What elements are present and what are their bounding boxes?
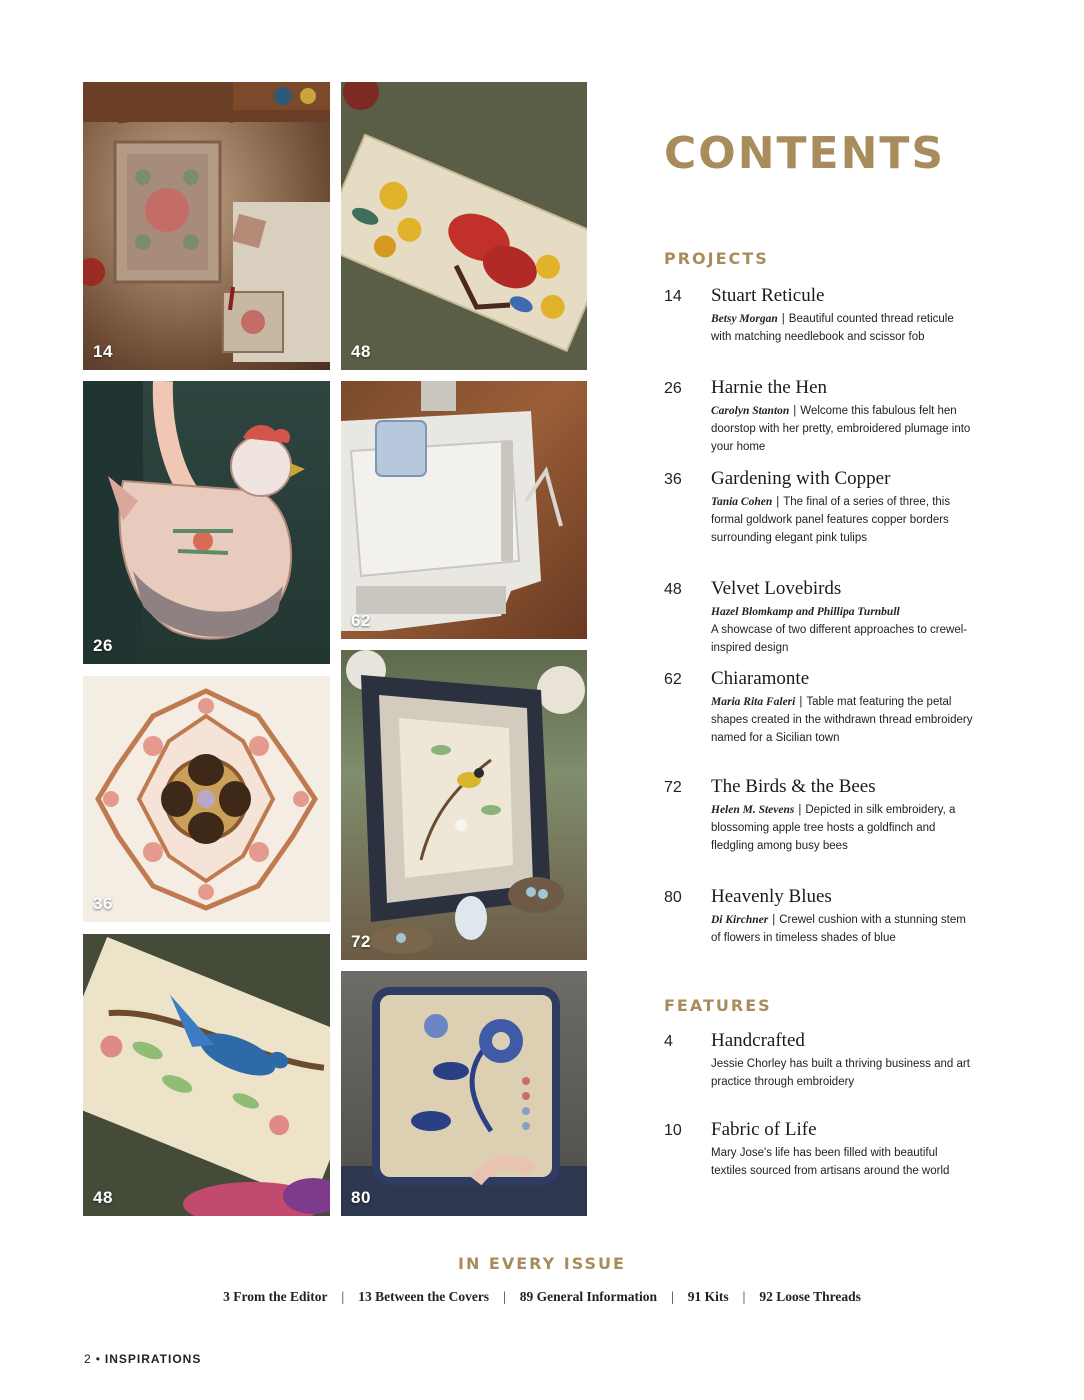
entry-page-number: 62 bbox=[664, 671, 682, 688]
entry-title[interactable]: Gardening with Copper bbox=[711, 468, 891, 489]
entry-page-number: 4 bbox=[664, 1033, 673, 1050]
entry-page-number: 72 bbox=[664, 779, 682, 796]
project-entry[interactable] bbox=[664, 668, 994, 747]
framed-goldfinch-illustration bbox=[341, 650, 587, 960]
entry-summary: Welcome this fabulous felt hen doorstop with her pretty, embroidered plumage into your home bbox=[711, 405, 971, 453]
project-entry[interactable] bbox=[664, 578, 994, 657]
in-every-issue-heading: IN EVERY ISSUE bbox=[458, 1254, 626, 1273]
photo-heavenly-blues[interactable] bbox=[341, 971, 587, 1216]
folio-page-number: 2 bbox=[84, 1352, 92, 1366]
photo-page-number: 72 bbox=[351, 932, 371, 951]
entry-description: Helen M. Stevens | Depicted in silk embroidery, a blossoming apple tree hosts a goldfinch and fledgling among busy bees bbox=[711, 804, 956, 852]
folio-separator: • bbox=[95, 1352, 101, 1366]
entry-page-number: 36 bbox=[664, 471, 682, 488]
table-mat-illustration bbox=[341, 381, 587, 639]
entry-title[interactable]: Handcrafted bbox=[711, 1030, 805, 1051]
issue-link-between-covers[interactable]: 13 Between the Covers bbox=[358, 1289, 490, 1304]
project-entry[interactable] bbox=[664, 377, 994, 456]
photo-page-number: 48 bbox=[93, 1188, 113, 1207]
issue-link-kits[interactable]: 91 Kits bbox=[687, 1289, 729, 1304]
feature-entry[interactable] bbox=[664, 1119, 994, 1180]
feature-entry[interactable] bbox=[664, 1030, 994, 1091]
photo-chiaramonte[interactable] bbox=[341, 381, 587, 639]
entry-author: Maria Rita Faleri bbox=[711, 696, 796, 708]
entry-title[interactable]: The Birds & the Bees bbox=[711, 776, 876, 797]
entry-summary: A showcase of two different approaches to crewel-inspired design bbox=[711, 624, 968, 654]
entry-description: Tania Cohen | The final of a series of three, this formal goldwork panel features copper borders surrounding elegant pink tulips bbox=[711, 496, 951, 544]
entry-summary: Mary Jose's life has been filled with beautiful textiles sourced from artisans around the world bbox=[711, 1147, 950, 1177]
entry-title[interactable]: Harnie the Hen bbox=[711, 377, 828, 398]
project-entry[interactable] bbox=[664, 886, 994, 947]
entry-page-number: 14 bbox=[664, 288, 682, 305]
entry-description: Di Kirchner | Crewel cushion with a stunning stem of flowers in timeless shades of blue bbox=[711, 914, 966, 944]
entry-title[interactable]: Fabric of Life bbox=[711, 1119, 817, 1140]
photo-stuart-reticule[interactable] bbox=[83, 82, 330, 370]
entry-title[interactable]: Heavenly Blues bbox=[711, 886, 832, 907]
magazine-name: INSPIRATIONS bbox=[104, 1352, 202, 1366]
entry-title[interactable]: Chiaramonte bbox=[711, 668, 810, 689]
lovebirds-illustration bbox=[341, 82, 587, 370]
blue-cushion-illustration bbox=[341, 971, 587, 1216]
photo-harnie-the-hen[interactable] bbox=[83, 381, 330, 664]
issue-link-general-information[interactable]: 89 General Information bbox=[519, 1289, 658, 1304]
entry-page-number: 80 bbox=[664, 889, 682, 906]
entry-author: Betsy Morgan bbox=[711, 313, 778, 325]
entry-summary: Crewel cushion with a stunning stem of flowers in timeless shades of blue bbox=[711, 914, 966, 944]
hen-illustration bbox=[83, 381, 330, 664]
entry-page-number: 48 bbox=[664, 581, 682, 598]
separator: | bbox=[341, 1289, 345, 1304]
project-entry[interactable] bbox=[664, 468, 994, 547]
entry-title[interactable]: Velvet Lovebirds bbox=[711, 578, 842, 599]
entry-author: Tania Cohen bbox=[711, 496, 773, 508]
entry-summary: The final of a series of three, this formal goldwork panel features copper borders surrounding elegant pink tulips bbox=[711, 496, 951, 544]
photo-page-number: 36 bbox=[93, 894, 113, 913]
separator: | bbox=[742, 1289, 746, 1304]
entry-author: Di Kirchner bbox=[711, 914, 769, 926]
entry-description: Maria Rita Faleri | Table mat featuring the petal shapes created in the withdrawn thread embroidery named for a Sicilian town bbox=[711, 696, 973, 744]
project-entry[interactable] bbox=[664, 776, 994, 855]
entry-description bbox=[711, 603, 976, 657]
issue-link-editor[interactable]: 3 From the Editor bbox=[223, 1289, 328, 1304]
entry-summary: Beautiful counted thread reticule with matching needlebook and scissor fob bbox=[711, 313, 954, 343]
entry-summary: Jessie Chorley has built a thriving business and art practice through embroidery bbox=[711, 1058, 970, 1088]
separator: | bbox=[503, 1289, 506, 1304]
photo-velvet-lovebirds[interactable] bbox=[341, 82, 587, 370]
entry-author: Helen M. Stevens bbox=[711, 804, 795, 816]
in-every-issue-list bbox=[0, 1289, 1084, 1305]
photo-page-number: 26 bbox=[93, 636, 113, 655]
photo-page-number: 14 bbox=[93, 342, 113, 361]
entry-summary: Table mat featuring the petal shapes created in the withdrawn thread embroidery named for a Sicilian town bbox=[711, 696, 973, 744]
page-title: CONTENTS bbox=[664, 128, 946, 179]
separator: | bbox=[671, 1289, 674, 1304]
page-folio bbox=[84, 1352, 201, 1366]
entry-title[interactable]: Stuart Reticule bbox=[711, 285, 825, 306]
entry-page-number: 26 bbox=[664, 380, 682, 397]
crewel-bird-illustration bbox=[83, 934, 330, 1216]
photo-page-number: 80 bbox=[351, 1188, 371, 1207]
photo-page-number: 48 bbox=[351, 342, 371, 361]
reticule-illustration bbox=[83, 82, 330, 370]
entry-author: Carolyn Stanton bbox=[711, 405, 790, 417]
photo-the-birds-and-the-bees[interactable] bbox=[341, 650, 587, 960]
projects-heading: PROJECTS bbox=[664, 249, 769, 268]
entry-page-number: 10 bbox=[664, 1122, 682, 1139]
photo-velvet-lovebirds-crewel[interactable] bbox=[83, 934, 330, 1216]
entry-summary: Depicted in silk embroidery, a blossoming apple tree hosts a goldfinch and fledgling among busy bees bbox=[711, 804, 956, 852]
photo-page-number: 62 bbox=[351, 611, 371, 630]
goldwork-illustration bbox=[83, 676, 330, 922]
entry-description: Carolyn Stanton | Welcome this fabulous felt hen doorstop with her pretty, embroidered plumage into your home bbox=[711, 405, 971, 453]
entry-description: Betsy Morgan | Beautiful counted thread reticule with matching needlebook and scissor fob bbox=[711, 313, 954, 343]
features-heading: FEATURES bbox=[664, 996, 772, 1015]
issue-link-loose-threads[interactable]: 92 Loose Threads bbox=[759, 1289, 861, 1304]
entry-author: Hazel Blomkamp and Phillipa Turnbull bbox=[711, 606, 900, 618]
photo-gardening-with-copper[interactable] bbox=[83, 676, 330, 922]
project-entry[interactable] bbox=[664, 285, 994, 346]
